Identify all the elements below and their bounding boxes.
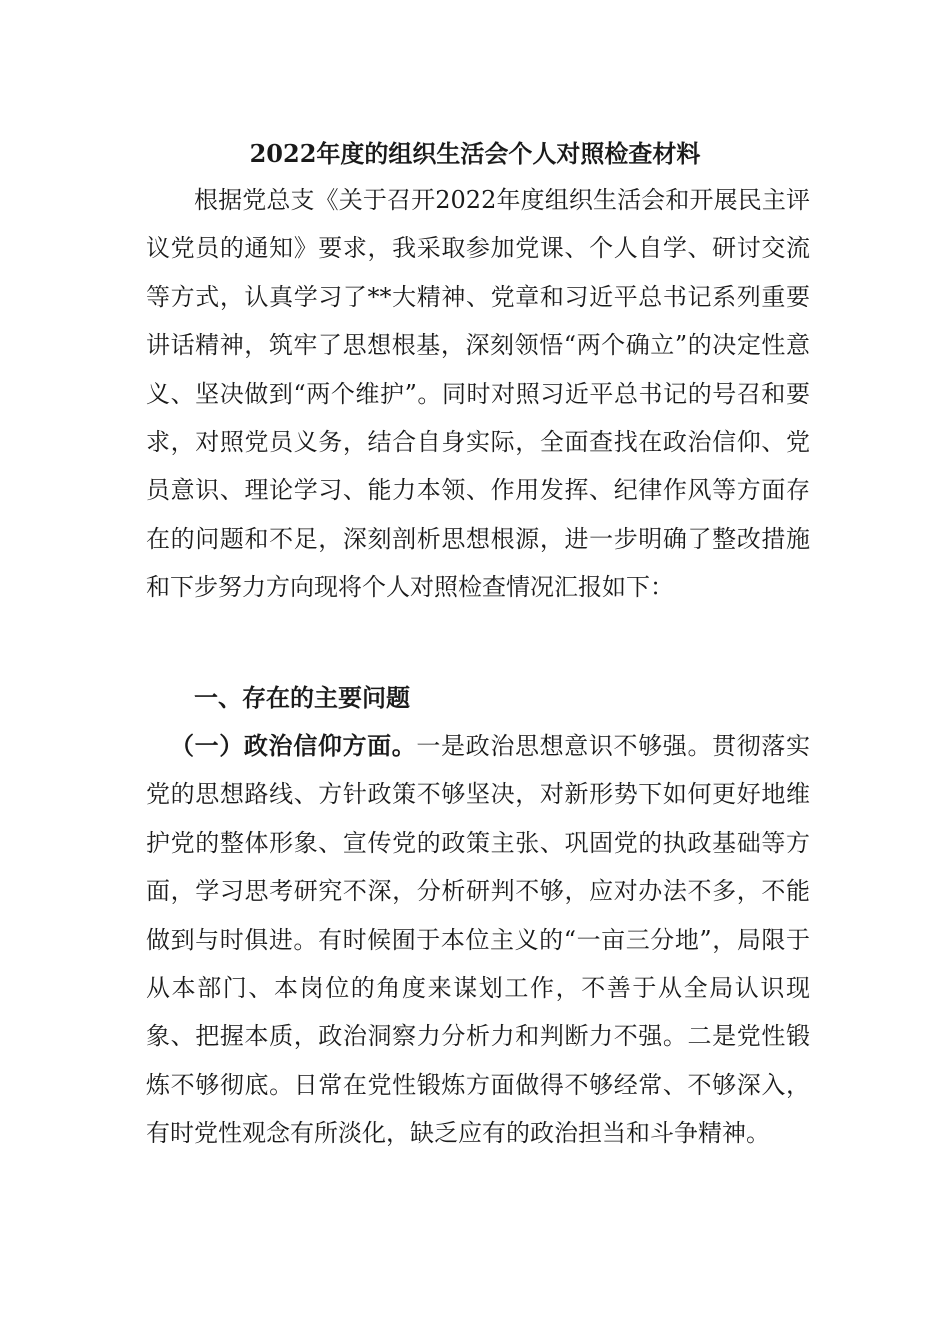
subsection-lead: （一）政治信仰方面。 — [170, 731, 417, 760]
subsection-political-belief-paragraph — [146, 722, 810, 1158]
subsection-body: 一是政治思想意识不够强。贯彻落实党的思想路线、方针政策不够坚决，对新形势下如何更好地维护党的整体形象、宣传党的政策主张、巩固党的执政基础等方面，学习思考研究不深，分析研判不够，应对办法不多，不能做到与时俱进。有时候囿于本位主义的“一亩三分地”，局限于从本部门、本岗位的角度来谋划工作，不善于从全局认识现象、把握本质，政治洞察力分析力和判断力不强。二是党性锻炼不够彻底。日常在党性锻炼方面做得不够经常、不够深入，有时党性观念有所淡化，缺乏应有的政治担当和斗争精神。 — [146, 732, 811, 1148]
document-title: 2022年度的组织生活会个人对照检查材料 — [249, 139, 701, 168]
section-heading-main-problems: 一、存在的主要问题 — [194, 683, 410, 712]
intro-paragraph: 根据党总支《关于召开2022年度组织生活会和开展民主评议党员的通知》要求，我采取参加党课、个人自学、研讨交流等方式，认真学习了**大精神、党章和习近平总书记系列重要讲话精神，筑牢了思想根基，深刻领悟“两个确立”的决定性意义、坚决做到“两个维护”。同时对照习近平总书记的号召和要求，对照党员义务，结合自身实际，全面查找在政治信仰、党员意识、理论学习、能力本领、作用发挥、纪律作风等方面存在的问题和不足，深刻剖析思想根源，进一步明确了整改措施和下步努力方向现将个人对照检查情况汇报如下： — [146, 186, 810, 602]
